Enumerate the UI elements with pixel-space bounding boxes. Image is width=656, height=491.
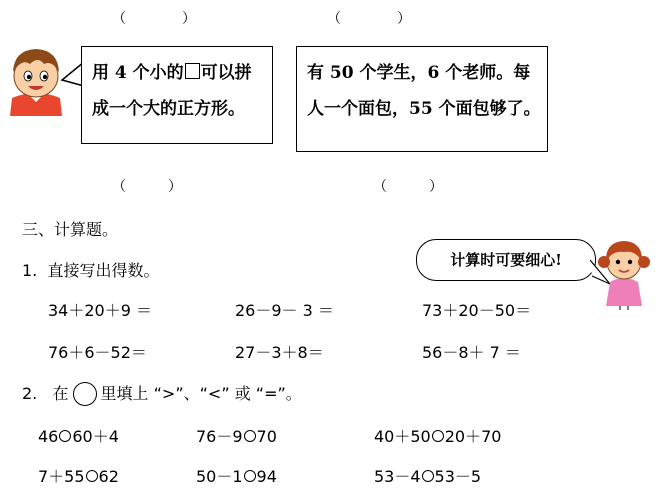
speech-bubble-left xyxy=(81,46,273,144)
calc-item: 56－8＋ 7 ＝ xyxy=(422,343,521,362)
calc-item: 27－3＋8＝ xyxy=(235,343,324,362)
calc-item: 76＋6－52＝ xyxy=(48,343,147,362)
compare-right: 53－5 xyxy=(434,467,482,486)
bubble-left-line1-pre: 用 4 个小的 xyxy=(92,63,184,83)
question-2-number: 2. xyxy=(22,384,38,403)
answer-paren-1: （ ） xyxy=(112,11,196,27)
tip-bubble xyxy=(416,239,596,281)
compare-circle-icon[interactable] xyxy=(244,470,256,482)
answer-paren-2: （ ） xyxy=(327,11,411,27)
statement-box-right xyxy=(296,46,548,152)
compare-item xyxy=(196,464,277,487)
compare-left: 40＋50 xyxy=(374,427,431,446)
compare-circle-icon[interactable] xyxy=(432,430,444,442)
answer-paren-4: （ ） xyxy=(373,179,443,195)
question-2-pre: 在 xyxy=(52,384,69,403)
compare-right: 60＋4 xyxy=(72,427,119,446)
bubble-left-line1-post: 可以拼 xyxy=(200,63,252,83)
compare-item xyxy=(38,464,119,487)
bubble-right-line2: 人一个面包，55 个面包够了。 xyxy=(307,99,541,119)
question-1 xyxy=(22,258,159,281)
calc-item: 73＋20－50＝ xyxy=(422,301,532,320)
compare-left: 50－1 xyxy=(196,467,243,486)
compare-right: 20＋70 xyxy=(444,427,502,446)
answer-paren-3: （ ） xyxy=(112,179,182,195)
compare-item xyxy=(374,464,481,487)
question-1-number: 1. xyxy=(22,261,38,280)
boy-avatar-icon xyxy=(4,42,68,116)
calc-item: 26－9－ 3 ＝ xyxy=(235,301,334,320)
compare-circle-icon[interactable] xyxy=(86,470,98,482)
circle-blank-icon xyxy=(73,382,97,406)
tip-text: 计算时可要细心! xyxy=(450,251,562,269)
calc-item: 34＋20＋9 ＝ xyxy=(48,301,152,320)
question-2-post: 里填上 “>”、“<” 或 “=”。 xyxy=(100,384,302,403)
compare-left: 76－9 xyxy=(196,427,243,446)
compare-item xyxy=(38,424,119,447)
compare-left: 53－4 xyxy=(374,467,421,486)
question-1-title: 直接写出得数。 xyxy=(47,261,160,280)
compare-item xyxy=(196,424,277,447)
compare-item xyxy=(374,424,501,447)
compare-circle-icon[interactable] xyxy=(59,430,71,442)
compare-right: 62 xyxy=(98,467,119,486)
compare-right: 94 xyxy=(256,467,277,486)
compare-left: 46 xyxy=(38,427,59,446)
small-square-icon xyxy=(185,63,200,79)
question-2 xyxy=(22,381,302,406)
compare-left: 7＋55 xyxy=(38,467,85,486)
section-title: 三、计算题。 xyxy=(22,220,119,239)
girl-avatar-icon xyxy=(596,234,652,310)
bubble-left-line2: 成一个大的正方形。 xyxy=(92,99,245,119)
compare-circle-icon[interactable] xyxy=(422,470,434,482)
compare-circle-icon[interactable] xyxy=(244,430,256,442)
bubble-right-line1: 有 50 个学生，6 个老师。每 xyxy=(307,63,531,83)
compare-right: 70 xyxy=(256,427,277,446)
